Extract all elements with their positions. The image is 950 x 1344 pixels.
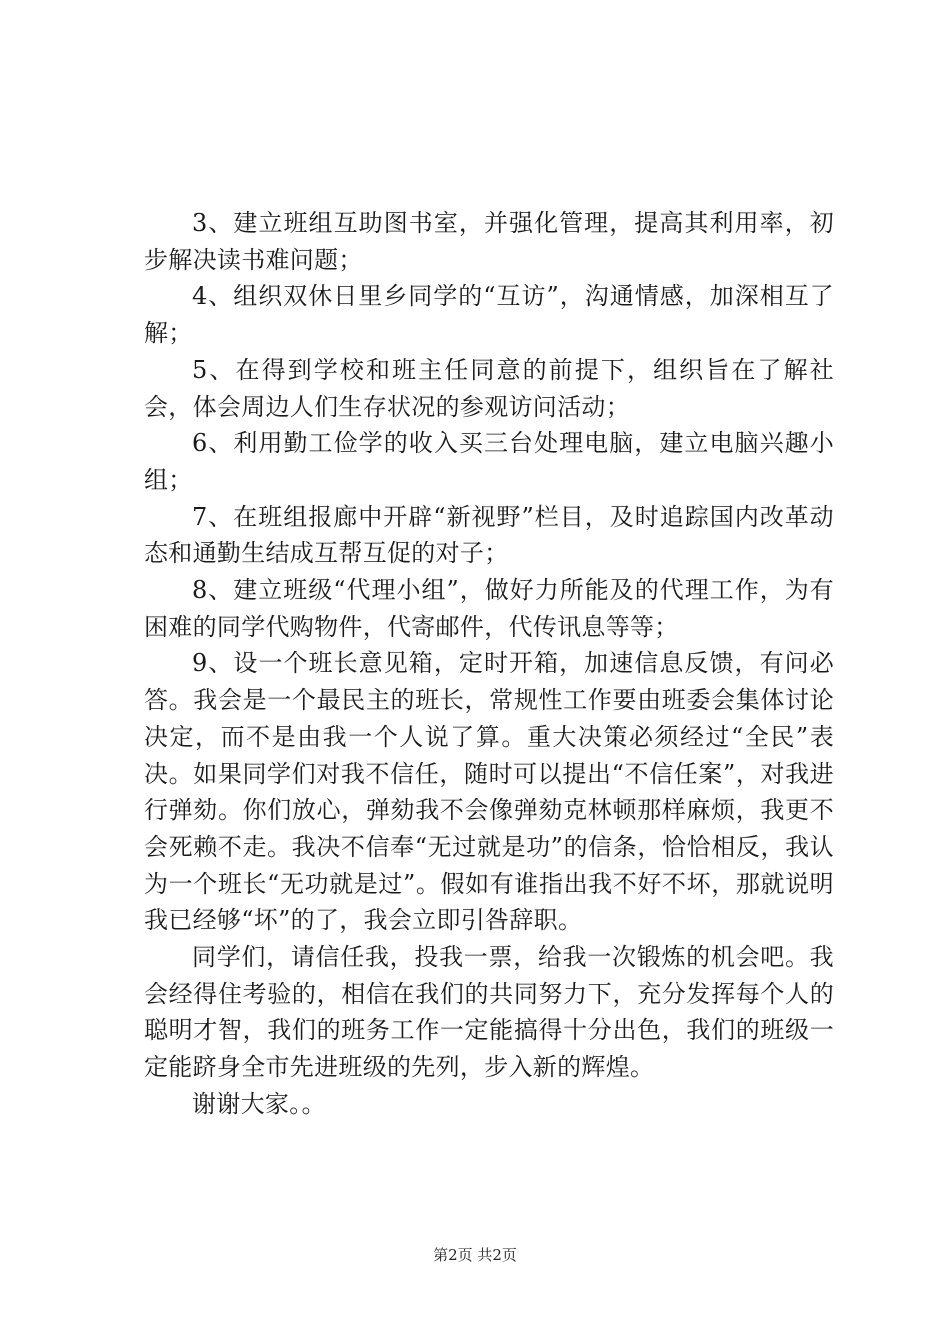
- paragraph-appeal: 同学们，请信任我，投我一票，给我一次锻炼的机会吧。我会经得住考验的，相信在我们的共同努力下，充分发挥每个人的聪明才智，我们的班务工作一定能搞得十分出色，我们的班级一定能跻身全市先进班级的先列，步入新的辉煌。: [144, 943, 834, 1082]
- paragraph-item-9: 9、设一个班长意见箱，定时开箱，加速信息反馈，有问必答。我会是一个最民主的班长，常规性工作要由班委会集体讨论决定，而不是由我一个人说了算。重大决策必须经过“全民”表决。如果同学们对我不信任，随时可以提出“不信任案”，对我进行弹劾。你们放心，弹劾我不会像弹劾克林顿那样麻烦，我更不会死赖不走。我决不信奉“无过就是功”的信条，恰恰相反，我认为一个班长“无功就是过”。假如有谁指出我不好不坏，那就说明我已经够“坏”的了，我会立即引咎辞职。: [144, 649, 834, 935]
- paragraph-item-5: 5、在得到学校和班主任同意的前提下，组织旨在了解社会，体会周边人们生存状况的参观访问活动；: [144, 355, 834, 421]
- page-footer: 第2页 共2页: [433, 1246, 517, 1264]
- paragraph-item-3: 3、建立班组互助图书室，并强化管理，提高其利用率，初步解决读书难问题；: [144, 209, 834, 274]
- paragraph-item-8: 8、建立班级“代理小组”，做好力所能及的代理工作，为有困难的同学代购物件，代寄邮件，代传讯息等等；: [144, 576, 834, 641]
- paragraph-item-4: 4、组织双休日里乡同学的“互访”，沟通情感，加深相互了解；: [144, 282, 834, 348]
- document-body: [144, 205, 834, 1123]
- paragraph-item-6: 6、利用勤工俭学的收入买三台处理电脑，建立电脑兴趣小组；: [144, 429, 834, 494]
- paragraph-item-7: 7、在班组报廊中开辟“新视野”栏目，及时追踪国内改革动态和通勤生结成互帮互促的对子；: [144, 502, 834, 568]
- paragraph-thanks: 谢谢大家。。: [192, 1089, 326, 1118]
